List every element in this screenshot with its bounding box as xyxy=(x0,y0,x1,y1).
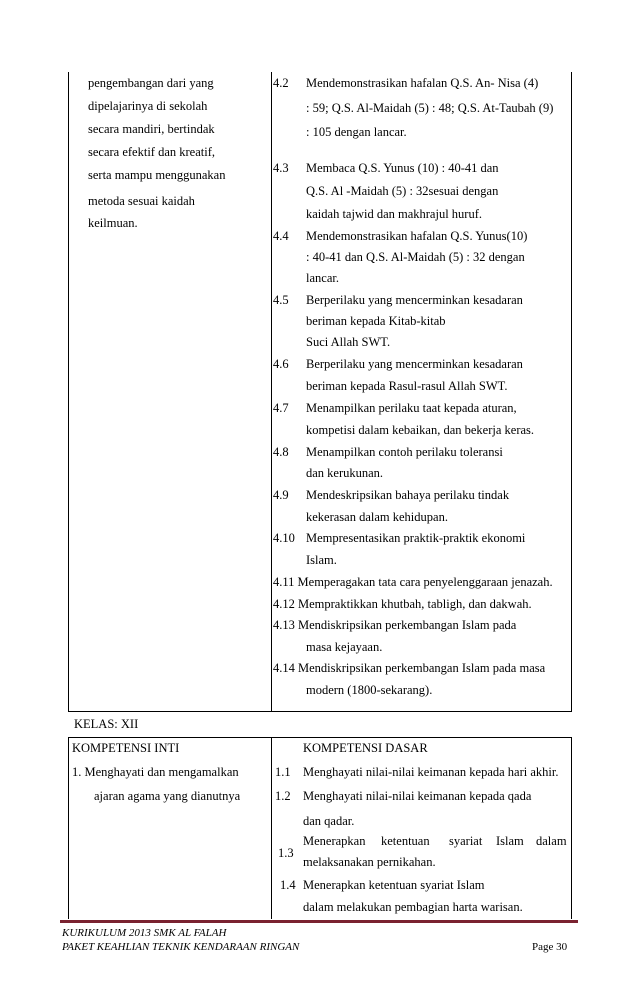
kd-text-line: Mempresentasikan praktik-praktik ekonomi xyxy=(306,531,526,545)
kd-number: 4.3 xyxy=(273,161,289,175)
kd-text-line: : 105 dengan lancar. xyxy=(306,125,407,139)
ki-text-line: pengembangan dari yang xyxy=(88,76,214,90)
kd-item-text: 4.11 Memperagakan tata cara penyelenggaraan jenazah. xyxy=(273,575,553,589)
kd-item-text: 4.14 Mendiskripsikan perkembangan Islam pada masa xyxy=(273,661,546,675)
table-divider xyxy=(271,72,272,712)
kd-number: 4.10 xyxy=(273,531,295,545)
ki-text-line: ajaran agama yang dianutnya xyxy=(94,789,241,803)
table-border-left xyxy=(68,72,69,712)
kd-item-text: 4.13 Mendiskripsikan perkembangan Islam pada xyxy=(273,618,517,632)
kd-text-word: dalam xyxy=(536,834,567,848)
kd-text-line: Menampilkan contoh perilaku toleransi xyxy=(306,445,503,459)
kd-number: 1.4 xyxy=(280,878,296,892)
kd-number: 4.7 xyxy=(273,401,289,415)
ki-text-line: secara efektif dan kreatif, xyxy=(88,145,216,159)
kd-text-line: Menghayati nilai-nilai keimanan kepada hari akhir. xyxy=(303,765,559,779)
kd-text-line: Mendemonstrasikan hafalan Q.S. An- Nisa (4) xyxy=(306,76,539,90)
kd-text-word: ketentuan xyxy=(381,834,430,848)
kelas-label: KELAS: XII xyxy=(74,717,139,731)
kd-number: 4.2 xyxy=(273,76,289,90)
kd-text-line: kaidah tajwid dan makhrajul huruf. xyxy=(306,207,482,221)
kd-text-line: Suci Allah SWT. xyxy=(306,335,391,349)
kd-text-line: beriman kepada Kitab-kitab xyxy=(306,314,446,328)
ki-text-line: keilmuan. xyxy=(88,216,138,230)
ki-text-line: serta mampu menggunakan xyxy=(88,168,226,182)
kd-text-line: lancar. xyxy=(306,271,339,285)
header-kompetensi-inti: KOMPETENSI INTI xyxy=(72,741,180,755)
header-kompetensi-dasar: KOMPETENSI DASAR xyxy=(303,741,428,755)
kd-number: 1.1 xyxy=(275,765,291,779)
kd-text-line: Menghayati nilai-nilai keimanan kepada qada xyxy=(303,789,532,803)
kd-text-line: dalam melakukan pembagian harta warisan. xyxy=(303,900,523,914)
kd-number: 4.6 xyxy=(273,357,289,371)
page-number: Page 30 xyxy=(532,941,568,953)
kd-number: 4.4 xyxy=(273,229,289,243)
kd-text-line: : 40-41 dan Q.S. Al-Maidah (5) : 32 dengan xyxy=(306,250,525,264)
ki-text-line: dipelajarinya di sekolah xyxy=(88,99,208,113)
kd-text-line: Berperilaku yang mencerminkan kesadaran xyxy=(306,293,523,307)
kd-text-line: beriman kepada Rasul-rasul Allah SWT. xyxy=(306,379,508,393)
kd-text-line: Membaca Q.S. Yunus (10) : 40-41 dan xyxy=(306,161,499,175)
kd-text-line: dan kerukunan. xyxy=(306,466,384,480)
kd-text-line: Mendemonstrasikan hafalan Q.S. Yunus(10) xyxy=(306,229,528,243)
kd-number: 4.8 xyxy=(273,445,289,459)
kd-text-word: Menerapkan xyxy=(303,834,366,848)
kd-text-line: Mendeskripsikan bahaya perilaku tindak xyxy=(306,488,510,502)
kd-number: 4.9 xyxy=(273,488,289,502)
kd-text-line: melaksanakan pernikahan. xyxy=(303,855,436,869)
kd-text-line: dan qadar. xyxy=(303,814,355,828)
kd-text-line: : 59; Q.S. Al-Maidah (5) : 48; Q.S. At-Taubah (9) xyxy=(306,101,554,115)
footer-program: PAKET KEAHLIAN TEKNIK KENDARAAN RINGAN xyxy=(62,941,300,953)
kd-number: 1.3 xyxy=(278,846,294,860)
table-border-left xyxy=(68,737,69,919)
kd-item-text: 4.12 Mempraktikkan khutbah, tabligh, dan dakwah. xyxy=(273,597,532,611)
kd-text-line: Menerapkan ketentuan syariat Islam xyxy=(303,878,485,892)
kd-number: 4.5 xyxy=(273,293,289,307)
kd-text-line: Islam. xyxy=(306,553,337,567)
kd-text-word: syariat xyxy=(449,834,483,848)
table-border-right xyxy=(571,72,572,712)
table-bottom-border xyxy=(68,711,572,712)
kd-text-word: Islam xyxy=(496,834,524,848)
kd-text-line: kompetisi dalam kebaikan, dan bekerja keras. xyxy=(306,423,535,437)
kd-text-line: Berperilaku yang mencerminkan kesadaran xyxy=(306,357,523,371)
kd-text-line: modern (1800-sekarang). xyxy=(306,683,433,697)
kd-text-line: Q.S. Al -Maidah (5) : 32sesuai dengan xyxy=(306,184,499,198)
kd-number: 1.2 xyxy=(275,789,291,803)
table-border-right xyxy=(571,737,572,919)
footer-rule xyxy=(60,920,578,923)
kd-text-line: masa kejayaan. xyxy=(306,640,383,654)
kd-text-line: Menampilkan perilaku taat kepada aturan, xyxy=(306,401,517,415)
ki-text-line: secara mandiri, bertindak xyxy=(88,122,215,136)
ki-text-line: 1. Menghayati dan mengamalkan xyxy=(72,765,239,779)
kd-text-line: kekerasan dalam kehidupan. xyxy=(306,510,448,524)
footer-curriculum: KURIKULUM 2013 SMK AL FALAH xyxy=(62,927,227,939)
table-divider xyxy=(271,737,272,919)
table-top-border xyxy=(68,737,572,738)
ki-text-line: metoda sesuai kaidah xyxy=(88,194,195,208)
